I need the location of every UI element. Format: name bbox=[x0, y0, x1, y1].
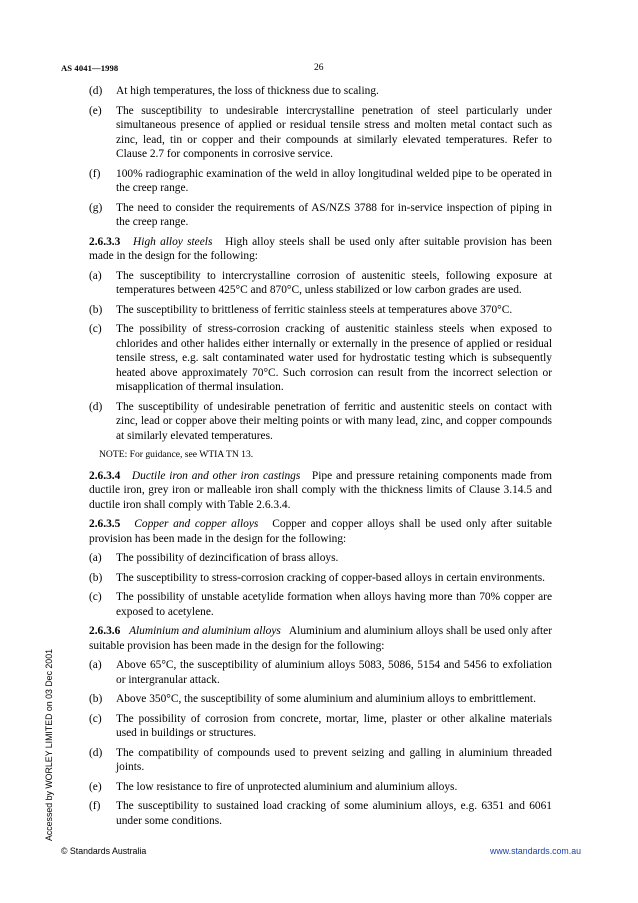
item-label: (f) bbox=[89, 167, 101, 180]
item-text: The susceptibility to brittleness of ferritic stainless steels at temperatures above 370°C. bbox=[116, 303, 513, 316]
clause-title: Copper and copper alloys bbox=[134, 518, 259, 530]
clause-number: 2.6.3.6 bbox=[89, 625, 121, 637]
website-link[interactable]: www.standards.com.au bbox=[490, 846, 581, 856]
item-label: (e) bbox=[89, 780, 102, 793]
clause-title: Aluminium and aluminium alloys bbox=[129, 625, 281, 637]
item-label: (d) bbox=[89, 746, 103, 759]
item-label: (e) bbox=[89, 104, 102, 117]
list-item bbox=[89, 201, 552, 230]
clause-title: High alloy steels bbox=[133, 235, 213, 248]
item-text: The possibility of dezincification of brass alloys. bbox=[116, 552, 339, 564]
clause-2-6-3-6-intro bbox=[89, 624, 552, 653]
clause-2-6-3-3-intro bbox=[89, 235, 552, 264]
item-text: The susceptibility to intercrystalline corrosion of austenitic steels, following exposure at temperatures between 425°C and 870°C, unless stabilized or low carbon grades are used. bbox=[116, 269, 552, 296]
item-label: (f) bbox=[89, 800, 101, 812]
list-item bbox=[89, 400, 552, 444]
clause-number: 2.6.3.3 bbox=[89, 235, 121, 248]
item-label: (c) bbox=[89, 323, 102, 335]
item-text: The susceptibility to stress-corrosion cracking of copper-based alloys in certain environments. bbox=[116, 571, 546, 584]
clause-number: 2.6.3.4 bbox=[89, 469, 121, 482]
list-item bbox=[89, 269, 552, 298]
item-text: At high temperatures, the loss of thickness due to scaling. bbox=[116, 85, 379, 97]
list-item bbox=[89, 84, 552, 99]
item-text: The low resistance to fire of unprotected aluminium and aluminium alloys. bbox=[116, 780, 458, 793]
item-text: 100% radiographic examination of the weld in alloy longitudinal welded pipe to be operated in the creep range. bbox=[116, 167, 552, 194]
page-body bbox=[89, 84, 552, 833]
item-text: The need to consider the requirements of AS/NZS 3788 for in-service inspection of piping in the creep range. bbox=[116, 201, 552, 228]
list-item bbox=[89, 322, 552, 395]
list-item bbox=[89, 551, 552, 566]
clause-title: Ductile iron and other iron castings bbox=[131, 469, 301, 482]
standard-designation: AS 4041—1998 bbox=[61, 63, 119, 73]
copyright-notice: © Standards Australia bbox=[61, 846, 147, 856]
item-label: (a) bbox=[89, 659, 102, 671]
item-text: Above 350°C, the susceptibility of some aluminium and aluminium alloys to embrittlement. bbox=[116, 693, 536, 705]
list-item bbox=[89, 658, 552, 687]
clause-text: Aluminium and aluminium alloys shall be used only after suitable provision has been made in the design for the following: bbox=[89, 625, 552, 652]
item-label: (d) bbox=[89, 85, 103, 97]
item-label: (c) bbox=[89, 591, 102, 603]
item-text: The susceptibility of undesirable penetration of ferritic and austenitic steels on contact with zinc, lead or copper above their melting points or with many lead, zinc, and copper compounds at similarly elevated temperatures. bbox=[116, 400, 552, 442]
list-item bbox=[89, 780, 552, 795]
item-label: (c) bbox=[89, 712, 102, 725]
clause-text: Copper and copper alloys shall be used only after suitable provision has been made in the design for the following: bbox=[89, 518, 552, 545]
list-item bbox=[89, 571, 552, 586]
item-label: (b) bbox=[89, 571, 103, 584]
clause-2-6-3-4 bbox=[89, 469, 552, 513]
clause-text: High alloy steels shall be used only after suitable provision has been made in the design for the following: bbox=[89, 235, 552, 262]
list-item bbox=[89, 692, 552, 707]
item-text: The susceptibility to undesirable intercrystalline penetration of steel particularly under simultaneous presence of applied or residual tensile stress and molten metal contact such as zinc, lead, tin or copper and their compounds at similarly elevated temperatures. Refer to Clause 2.7 for components in corrosive service. bbox=[116, 104, 552, 160]
clause-2-6-3-5-intro bbox=[89, 517, 552, 546]
page-number: 26 bbox=[314, 63, 324, 73]
item-label: (d) bbox=[89, 400, 103, 413]
item-label: (b) bbox=[89, 693, 103, 705]
list-item bbox=[89, 167, 552, 196]
item-text: The possibility of stress-corrosion cracking of austenitic stainless steels when exposed to chlorides and other halides either internally or externally in the presence of applied or residual tensile stress, e.g. salt contaminated water used for hydrostatic testing which is subsequently heated above approximately 70°C. Such corrosion can result from the incorrect selection or misapplication of thermal insulation. bbox=[116, 323, 552, 393]
item-label: (a) bbox=[89, 552, 102, 564]
list-item bbox=[89, 104, 552, 162]
item-text: The compatibility of compounds used to prevent seizing and galling in aluminium threaded joints. bbox=[116, 746, 552, 773]
note: NOTE: For guidance, see WTIA TN 13. bbox=[99, 449, 254, 460]
clause-text: Pipe and pressure retaining components made from ductile iron, grey iron or malleable iron shall comply with the thickness limits of Clause 3.14.5 and ductile iron shall comply with Table 2.6.3.4. bbox=[89, 469, 553, 511]
item-label: (b) bbox=[89, 303, 103, 316]
clause-number: 2.6.3.5 bbox=[89, 518, 121, 530]
item-text: The possibility of unstable acetylide formation when alloys having more than 70% copper are exposed to acetylene. bbox=[116, 591, 552, 618]
item-label: (a) bbox=[89, 269, 102, 282]
item-label: (g) bbox=[89, 201, 103, 214]
list-item bbox=[89, 590, 552, 619]
list-item bbox=[89, 746, 552, 775]
item-text: The possibility of corrosion from concrete, mortar, lime, plaster or other alkaline materials used in buildings or structures. bbox=[116, 712, 552, 739]
item-text: Above 65°C, the susceptibility of aluminium alloys 5083, 5086, 5154 and 5456 to exfoliation or intergranular attack. bbox=[116, 659, 552, 686]
item-text: The susceptibility to sustained load cracking of some aluminium alloys, e.g. 6351 and 6061 under some conditions. bbox=[116, 800, 552, 827]
list-item bbox=[89, 712, 552, 741]
list-item bbox=[89, 303, 552, 318]
list-item bbox=[89, 799, 552, 828]
access-stamp: Accessed by WORLEY LIMITED on 03 Dec 2001 bbox=[44, 649, 54, 841]
